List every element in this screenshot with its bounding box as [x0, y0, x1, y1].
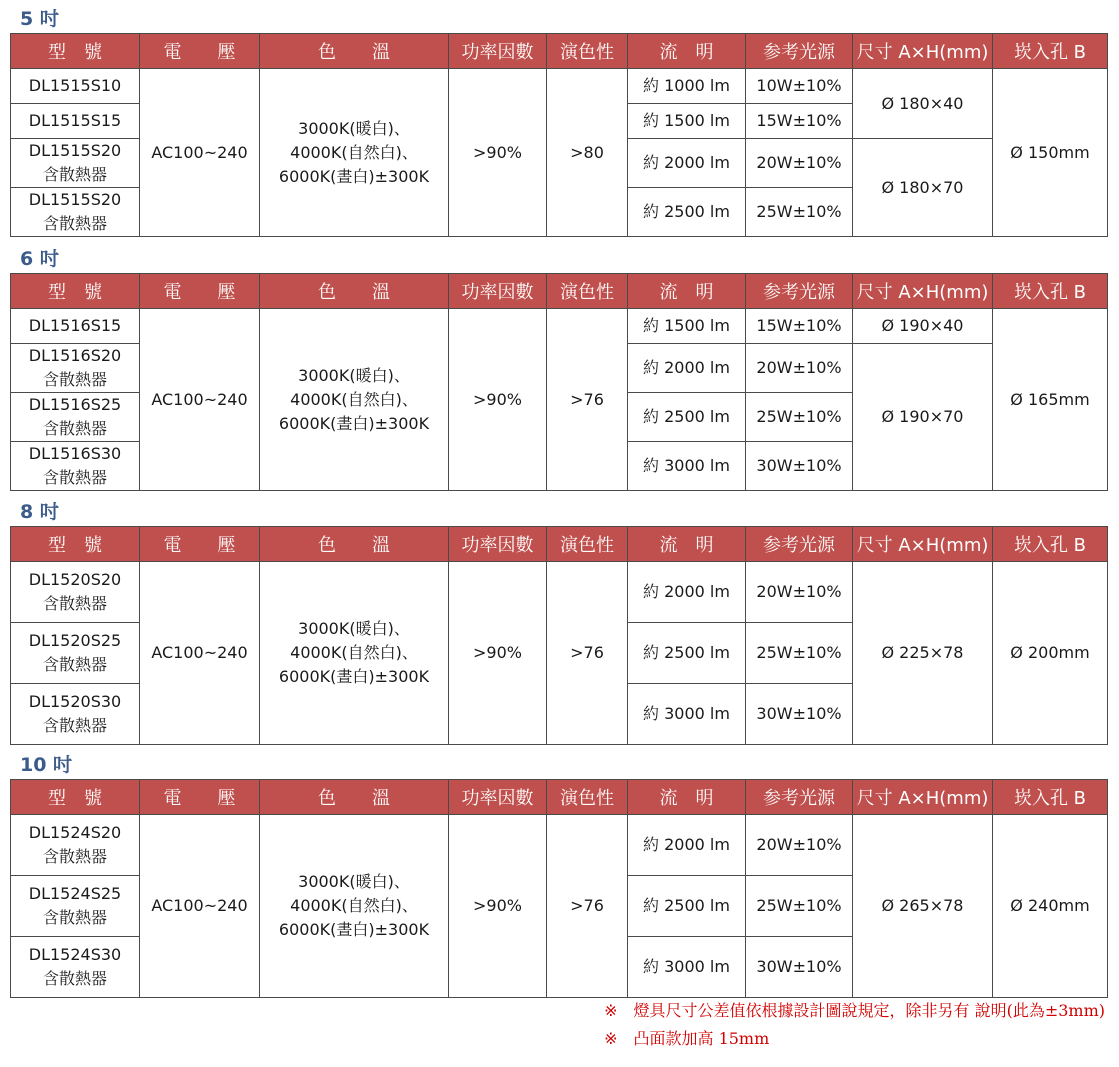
header-model: 型 號	[11, 34, 140, 69]
size-cell: Ø 190×70	[853, 344, 993, 491]
header-color-temp: 色 溫	[260, 527, 449, 562]
header-ref-source: 参考光源	[746, 780, 853, 815]
model-cell	[11, 442, 140, 491]
lumen-cell: 約 3000 lm	[628, 684, 746, 745]
color-temp-line: 6000K(晝白)±300K	[278, 667, 430, 686]
size-cell: Ø 180×40	[853, 69, 993, 139]
ref-source-cell: 25W±10%	[746, 393, 853, 442]
model-code: DL1524S25	[28, 884, 122, 903]
model-code: DL1516S25	[28, 395, 122, 414]
table-row	[11, 309, 1108, 344]
model-note: 含散熱器	[42, 969, 107, 988]
header-ref-source: 参考光源	[746, 274, 853, 309]
ref-source-cell: 25W±10%	[746, 623, 853, 684]
header-color-temp: 色 溫	[260, 780, 449, 815]
header-cutout: 崁入孔 B	[993, 780, 1108, 815]
footnote-line	[604, 1025, 1105, 1053]
header-size: 尺寸 A×H(mm)	[853, 780, 993, 815]
model-cell: DL1515S15	[11, 104, 140, 139]
color-temp-line: 4000K(自然白)、	[290, 643, 418, 662]
color-temp-cell	[260, 815, 449, 998]
header-row	[11, 780, 1108, 815]
color-temp-line: 3000K(暖白)、	[298, 872, 410, 891]
color-temp-line: 3000K(暖白)、	[298, 619, 410, 638]
model-cell	[11, 937, 140, 998]
ref-source-cell: 30W±10%	[746, 684, 853, 745]
lumen-cell: 約 2000 lm	[628, 344, 746, 393]
header-lumens: 流 明	[628, 527, 746, 562]
model-code: DL1516S20	[28, 346, 122, 365]
lumen-cell: 約 3000 lm	[628, 442, 746, 491]
table-row	[11, 562, 1108, 623]
model-cell	[11, 344, 140, 393]
model-cell: DL1516S15	[11, 309, 140, 344]
cri-cell: >76	[547, 815, 628, 998]
color-temp-cell	[260, 562, 449, 745]
header-cutout: 崁入孔 B	[993, 34, 1108, 69]
header-cri: 演色性	[547, 34, 628, 69]
color-temp-line: 4000K(自然白)、	[290, 389, 418, 409]
header-row	[11, 34, 1108, 69]
table-row	[11, 69, 1108, 104]
section-title-10-inch: 10 吋	[20, 754, 73, 776]
header-model: 型 號	[11, 274, 140, 309]
header-cri: 演色性	[547, 780, 628, 815]
reference-mark-icon: ※	[604, 1029, 618, 1048]
lumen-cell: 約 3000 lm	[628, 937, 746, 998]
size-cell: Ø 265×78	[853, 815, 993, 998]
header-lumens: 流 明	[628, 274, 746, 309]
model-code: DL1515S20	[28, 141, 122, 160]
header-voltage: 電 壓	[140, 34, 260, 69]
cri-cell: >76	[547, 562, 628, 745]
lumen-cell: 約 1500 lm	[628, 104, 746, 139]
cri-cell: >76	[547, 309, 628, 491]
model-cell	[11, 684, 140, 745]
cutout-cell: Ø 165mm	[993, 309, 1108, 491]
header-size: 尺寸 A×H(mm)	[853, 34, 993, 69]
ref-source-cell: 30W±10%	[746, 442, 853, 491]
ref-source-cell: 25W±10%	[746, 876, 853, 937]
power-factor-cell: >90%	[449, 69, 547, 237]
lumen-cell: 約 2000 lm	[628, 139, 746, 188]
lumen-cell: 約 2500 lm	[628, 876, 746, 937]
power-factor-cell: >90%	[449, 309, 547, 491]
lumen-cell: 約 1000 lm	[628, 69, 746, 104]
voltage-cell: AC100~240	[140, 69, 260, 237]
spec-table-5-inch	[10, 33, 1108, 237]
model-cell	[11, 876, 140, 937]
color-temp-line: 3000K(暖白)、	[298, 365, 410, 385]
table-row	[11, 815, 1108, 876]
lumen-cell: 約 1500 lm	[628, 309, 746, 344]
color-temp-line: 4000K(自然白)、	[290, 142, 418, 162]
model-cell	[11, 139, 140, 188]
header-power-factor: 功率因數	[449, 274, 547, 309]
color-temp-line: 6000K(晝白)±300K	[278, 920, 430, 939]
power-factor-cell: >90%	[449, 815, 547, 998]
power-factor-cell: >90%	[449, 562, 547, 745]
color-temp-cell	[260, 309, 449, 491]
header-cutout: 崁入孔 B	[993, 527, 1108, 562]
footnote-text: 凸面款加高 15mm	[633, 1029, 770, 1048]
footnote-text: 燈具尺寸公差值依根據設計圖說規定，除非另有 說明(此為±3mm)	[633, 1001, 1105, 1020]
header-size: 尺寸 A×H(mm)	[853, 527, 993, 562]
lumen-cell: 約 2500 lm	[628, 623, 746, 684]
model-cell	[11, 393, 140, 442]
voltage-cell: AC100~240	[140, 815, 260, 998]
header-lumens: 流 明	[628, 780, 746, 815]
header-row	[11, 527, 1108, 562]
header-model: 型 號	[11, 527, 140, 562]
model-note: 含散熱器	[42, 908, 107, 927]
model-note: 含散熱器	[42, 847, 107, 866]
model-cell	[11, 623, 140, 684]
section-title-5-inch: 5 吋	[20, 8, 59, 30]
reference-mark-icon: ※	[604, 1001, 618, 1020]
model-note: 含散熱器	[42, 214, 107, 233]
lumen-cell: 約 2500 lm	[628, 393, 746, 442]
ref-source-cell: 30W±10%	[746, 937, 853, 998]
cutout-cell: Ø 150mm	[993, 69, 1108, 237]
ref-source-cell: 20W±10%	[746, 344, 853, 393]
header-ref-source: 参考光源	[746, 34, 853, 69]
model-note: 含散熱器	[42, 655, 107, 674]
cutout-cell: Ø 240mm	[993, 815, 1108, 998]
header-cutout: 崁入孔 B	[993, 274, 1108, 309]
cutout-cell: Ø 200mm	[993, 562, 1108, 745]
header-size: 尺寸 A×H(mm)	[853, 274, 993, 309]
model-cell: DL1515S10	[11, 69, 140, 104]
footnotes	[604, 997, 1105, 1053]
header-cri: 演色性	[547, 527, 628, 562]
size-cell: Ø 190×40	[853, 309, 993, 344]
spec-table-10-inch	[10, 779, 1108, 998]
model-code: DL1520S20	[28, 570, 122, 589]
section-title-8-inch: 8 吋	[20, 501, 59, 523]
lumen-cell: 約 2000 lm	[628, 562, 746, 623]
model-cell	[11, 815, 140, 876]
model-note: 含散熱器	[42, 468, 107, 487]
model-note: 含散熱器	[42, 419, 107, 438]
model-code: DL1524S20	[28, 823, 122, 842]
header-color-temp: 色 溫	[260, 274, 449, 309]
ref-source-cell: 15W±10%	[746, 104, 853, 139]
model-code: DL1520S30	[28, 692, 122, 711]
model-code: DL1520S25	[28, 631, 122, 650]
model-note: 含散熱器	[42, 370, 107, 389]
lumen-cell: 約 2000 lm	[628, 815, 746, 876]
model-note: 含散熱器	[42, 165, 107, 184]
ref-source-cell: 20W±10%	[746, 815, 853, 876]
size-cell: Ø 180×70	[853, 139, 993, 237]
header-voltage: 電 壓	[140, 274, 260, 309]
model-note: 含散熱器	[42, 716, 107, 735]
header-model: 型 號	[11, 780, 140, 815]
voltage-cell: AC100~240	[140, 562, 260, 745]
header-power-factor: 功率因數	[449, 34, 547, 69]
ref-source-cell: 10W±10%	[746, 69, 853, 104]
ref-source-cell: 25W±10%	[746, 188, 853, 237]
footnote-line	[604, 997, 1105, 1025]
spec-table-6-inch	[10, 273, 1108, 491]
model-code: DL1524S30	[28, 945, 122, 964]
model-code: DL1515S20	[28, 190, 122, 209]
color-temp-line: 3000K(暖白)、	[298, 118, 410, 138]
model-cell	[11, 562, 140, 623]
header-lumens: 流 明	[628, 34, 746, 69]
section-title-6-inch: 6 吋	[20, 248, 59, 270]
size-cell: Ø 225×78	[853, 562, 993, 745]
voltage-cell: AC100~240	[140, 309, 260, 491]
spec-table-8-inch	[10, 526, 1108, 745]
model-cell	[11, 188, 140, 237]
header-cri: 演色性	[547, 274, 628, 309]
ref-source-cell: 15W±10%	[746, 309, 853, 344]
header-voltage: 電 壓	[140, 527, 260, 562]
header-color-temp: 色 溫	[260, 34, 449, 69]
color-temp-cell	[260, 69, 449, 237]
header-ref-source: 参考光源	[746, 527, 853, 562]
cri-cell: >80	[547, 69, 628, 237]
ref-source-cell: 20W±10%	[746, 562, 853, 623]
color-temp-line: 6000K(晝白)±300K	[278, 166, 430, 186]
header-voltage: 電 壓	[140, 780, 260, 815]
header-power-factor: 功率因數	[449, 527, 547, 562]
header-power-factor: 功率因數	[449, 780, 547, 815]
header-row	[11, 274, 1108, 309]
ref-source-cell: 20W±10%	[746, 139, 853, 188]
color-temp-line: 4000K(自然白)、	[290, 896, 418, 915]
lumen-cell: 約 2500 lm	[628, 188, 746, 237]
model-code: DL1516S30	[28, 444, 122, 463]
model-note: 含散熱器	[42, 594, 107, 613]
color-temp-line: 6000K(晝白)±300K	[278, 413, 430, 433]
